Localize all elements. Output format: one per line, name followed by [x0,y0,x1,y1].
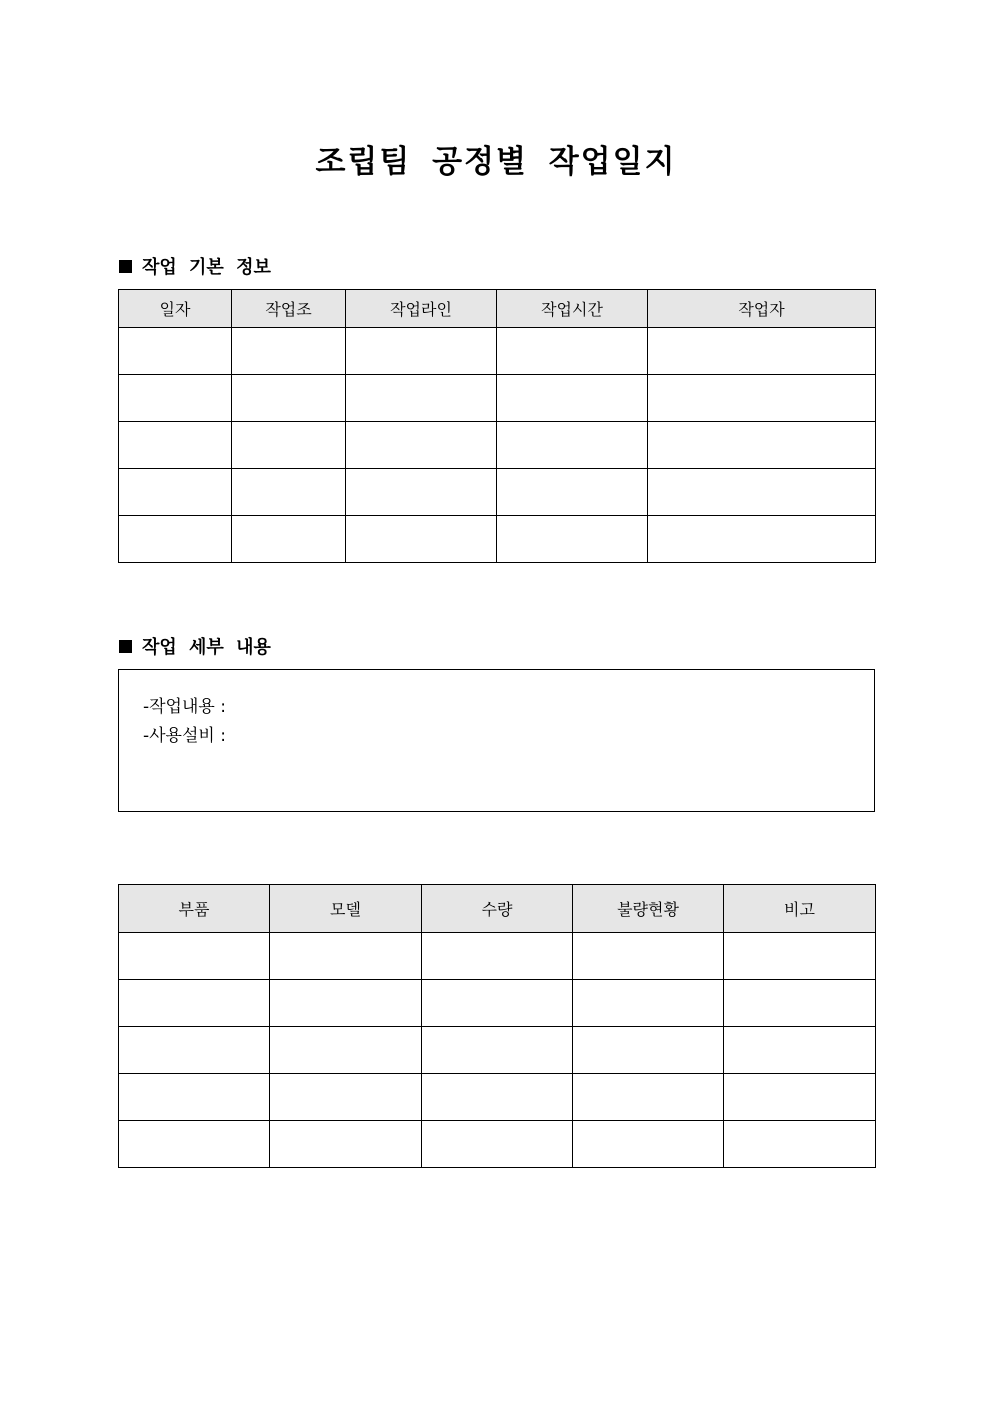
column-header-remarks: 비고 [724,885,876,933]
basic-info-table [118,289,876,563]
basic-info-heading-label: 작업 기본 정보 [142,257,271,278]
table-row [119,980,876,1027]
table-cell[interactable] [648,469,876,516]
table-cell[interactable] [573,1074,724,1121]
table-cell[interactable] [422,933,573,980]
table-cell[interactable] [422,1027,573,1074]
table-cell[interactable] [119,933,270,980]
table-row [119,469,876,516]
table-cell[interactable] [648,422,876,469]
table-cell[interactable] [270,980,422,1027]
table-cell[interactable] [648,375,876,422]
table-cell[interactable] [497,469,648,516]
table-row [119,516,876,563]
table-cell[interactable] [497,516,648,563]
table-cell[interactable] [422,980,573,1027]
column-header-defects: 불량현황 [573,885,724,933]
column-header-model: 모델 [270,885,422,933]
table-cell[interactable] [232,516,346,563]
work-detail-box[interactable] [118,669,875,812]
table-cell[interactable] [346,516,497,563]
basic-info-header-row [119,290,876,328]
table-cell[interactable] [724,980,876,1027]
square-bullet-icon [119,640,132,653]
basic-info-heading [119,253,271,279]
table-cell[interactable] [119,422,232,469]
table-cell[interactable] [573,933,724,980]
table-row [119,375,876,422]
table-cell[interactable] [232,469,346,516]
table-row [119,1074,876,1121]
table-cell[interactable] [724,1121,876,1168]
column-header-date: 일자 [119,290,232,328]
table-cell[interactable] [422,1121,573,1168]
table-cell[interactable] [497,422,648,469]
column-header-worker: 작업자 [648,290,876,328]
work-detail-heading [119,633,271,659]
column-header-quantity: 수량 [422,885,573,933]
work-detail-heading-label: 작업 세부 내용 [142,637,271,658]
parts-table [118,884,876,1168]
table-cell[interactable] [422,1074,573,1121]
table-cell[interactable] [573,980,724,1027]
column-header-time: 작업시간 [497,290,648,328]
document-title: 조립팀 공정별 작업일지 [315,144,677,180]
table-cell[interactable] [724,1074,876,1121]
table-cell[interactable] [270,1121,422,1168]
table-cell[interactable] [573,1027,724,1074]
table-cell[interactable] [270,1074,422,1121]
table-cell[interactable] [232,328,346,375]
square-bullet-icon [119,260,132,273]
table-cell[interactable] [346,328,497,375]
table-row [119,328,876,375]
table-row [119,1027,876,1074]
work-content-label: -작업내용 : [143,697,226,717]
table-row [119,422,876,469]
table-cell[interactable] [119,328,232,375]
table-cell[interactable] [573,1121,724,1168]
table-cell[interactable] [232,375,346,422]
table-cell[interactable] [119,980,270,1027]
table-row [119,1121,876,1168]
table-cell[interactable] [497,375,648,422]
parts-header-row [119,885,876,933]
table-cell[interactable] [119,375,232,422]
table-cell[interactable] [724,1027,876,1074]
column-header-part: 부품 [119,885,270,933]
table-cell[interactable] [648,328,876,375]
equipment-label: -사용설비 : [143,726,226,746]
table-cell[interactable] [232,422,346,469]
table-cell[interactable] [119,516,232,563]
table-cell[interactable] [119,1074,270,1121]
table-cell[interactable] [648,516,876,563]
table-cell[interactable] [724,933,876,980]
table-cell[interactable] [270,933,422,980]
table-cell[interactable] [119,469,232,516]
table-cell[interactable] [497,328,648,375]
table-cell[interactable] [346,469,497,516]
column-header-shift: 작업조 [232,290,346,328]
table-cell[interactable] [346,375,497,422]
column-header-line: 작업라인 [346,290,497,328]
table-cell[interactable] [119,1027,270,1074]
table-row [119,933,876,980]
table-cell[interactable] [270,1027,422,1074]
table-cell[interactable] [346,422,497,469]
table-cell[interactable] [119,1121,270,1168]
